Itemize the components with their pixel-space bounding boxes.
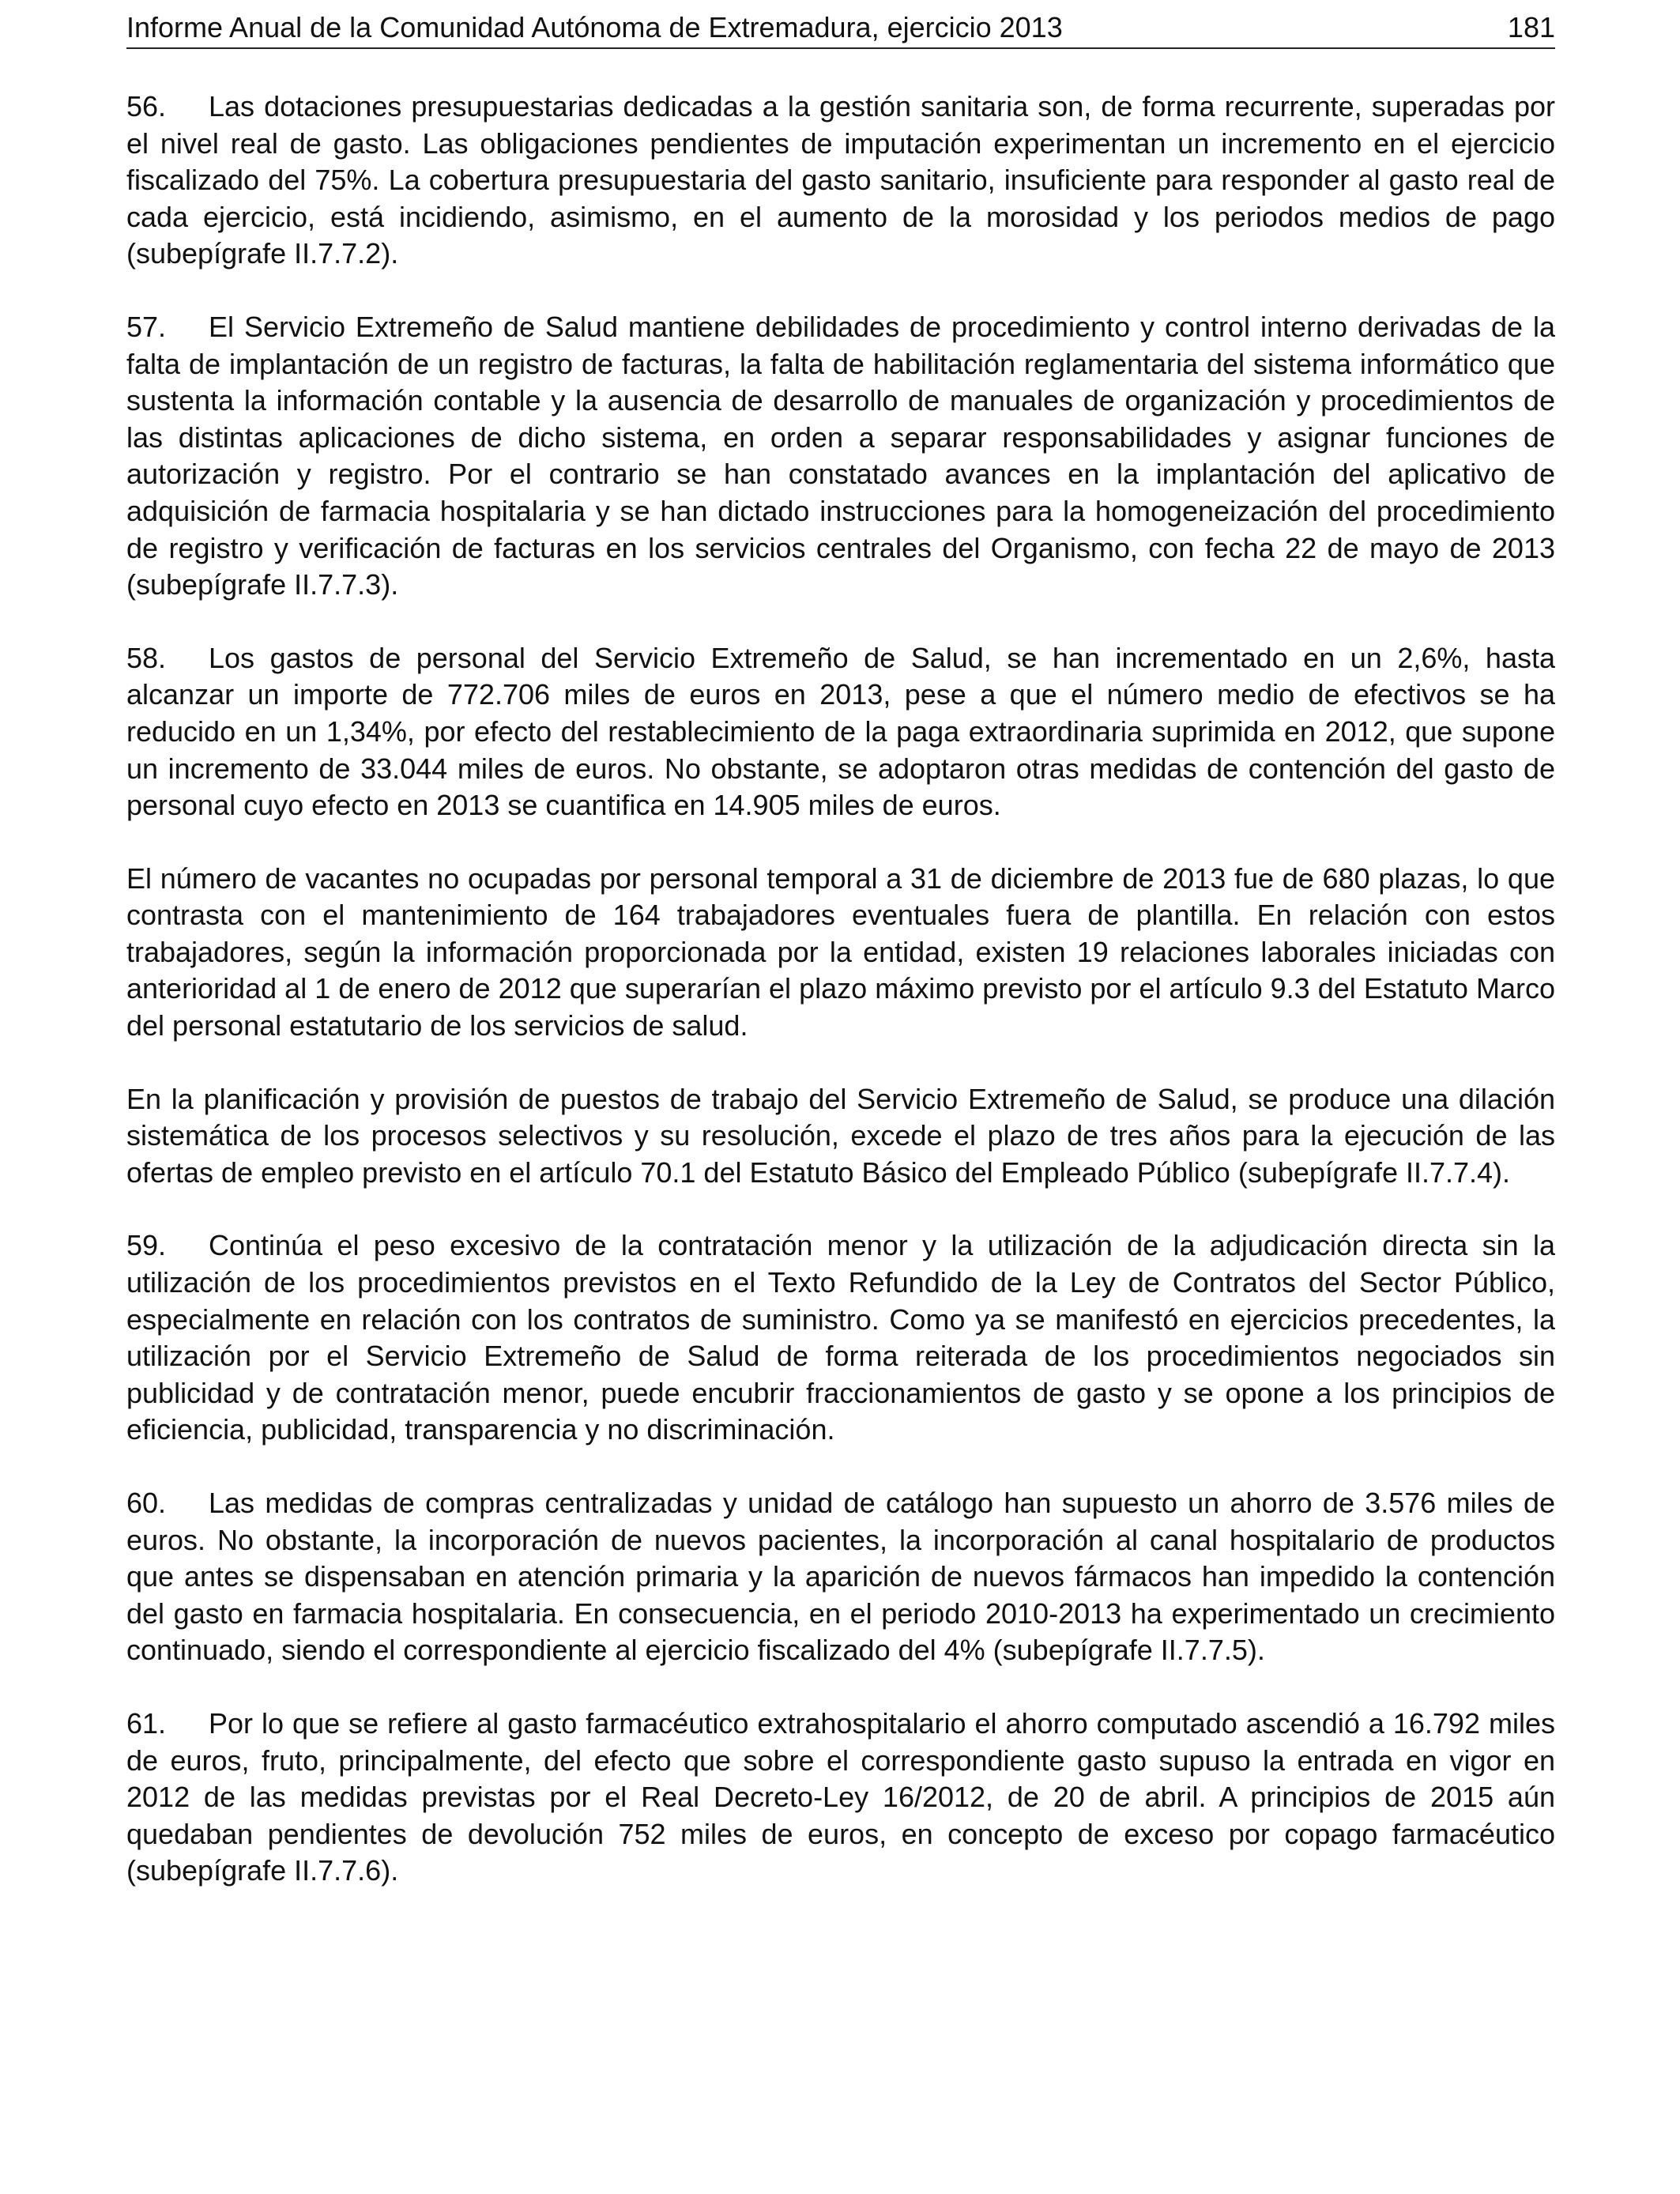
paragraph-57: [126, 309, 1555, 604]
paragraph-58-vacancies: [126, 861, 1555, 1045]
paragraph-61: [126, 1706, 1555, 1890]
page-header: [126, 8, 1555, 49]
paragraph-text: Las dotaciones presupuestarias dedicadas a la gestión sanitaria son, de forma recurrente, superadas por el nivel real de gasto. Las obligaciones pendientes de imputación experimentan un incremento en el ejercicio fiscalizado del 75%. La cobertura presupuestaria del gasto sanitario, insuficiente para responder al gasto real de cada ejercicio, está incidiendo, asimismo, en el aumento de la morosidad y los periodos medios de pago (subepígrafe II.7.7.2).: [126, 90, 1555, 270]
paragraph-58: [126, 640, 1555, 824]
paragraph-text: Por lo que se refiere al gasto farmacéutico extrahospitalario el ahorro computado ascendió a 16.792 miles de euros, fruto, principalmente, del efecto que sobre el correspondiente gasto supuso la entrada en vigor en 2012 de las medidas previstas por el Real Decreto-Ley 16/2012, de 20 de abril. A principios de 2015 aún quedaban pendientes de devolución 752 miles de euros, en concepto de exceso por copago farmacéutico (subepígrafe II.7.7.6).: [126, 1706, 1555, 1887]
paragraph-number: 61.: [126, 1706, 167, 1740]
paragraph-number: 58.: [126, 641, 167, 674]
paragraph-text: Las medidas de compras centralizadas y unidad de catálogo han supuesto un ahorro de 3.576 miles de euros. No obstante, la incorporación de nuevos pacientes, la incorporación al canal hospitalario de productos que antes se dispensaban en atención primaria y la aparición de nuevos fármacos han impedido la contención del gasto en farmacia hospitalaria. En consecuencia, en el periodo 2010-2013 ha experimentado un crecimiento continuado, siendo el correspondiente al ejercicio fiscalizado del 4% (subepígrafe II.7.7.5).: [126, 1487, 1555, 1667]
paragraph-number: 56.: [126, 90, 167, 123]
paragraph-number: 59.: [126, 1229, 167, 1262]
document-body: [126, 89, 1555, 1890]
paragraph-text: El número de vacantes no ocupadas por personal temporal a 31 de diciembre de 2013 fue de 680 plazas, lo que contrasta con el mantenimiento de 164 trabajadores eventuales fuera de plantilla. En relación con estos trabajadores, según la información proporcionada por la entidad, existen 19 relaciones laborales iniciadas con anterioridad al 1 de enero de 2012 que superarían el plazo máximo previsto por el artículo 9.3 del Estatuto Marco del personal estatutario de los servicios de salud.: [126, 861, 1555, 1042]
paragraph-text: El Servicio Extremeño de Salud mantiene debilidades de procedimiento y control interno derivadas de la falta de implantación de un registro de facturas, la falta de habilitación reglamentaria del sistema informático que sustenta la información contable y la ausencia de desarrollo de manuales de organización y procedimientos de las distintas aplicaciones de dicho sistema, en orden a separar responsabilidades y asignar funciones de autorización y registro. Por el contrario se han constatado avances en la implantación del aplicativo de adquisición de farmacia hospitalaria y se han dictado instrucciones para la homogeneización del procedimiento de registro y verificación de facturas en los servicios centrales del Organismo, con fecha 22 de mayo de 2013 (subepígrafe II.7.7.3).: [126, 310, 1555, 601]
paragraph-58-planning: [126, 1081, 1555, 1192]
page-number: 181: [1507, 11, 1555, 43]
paragraph-text: Los gastos de personal del Servicio Extremeño de Salud, se han incrementado en un 2,6%, hasta alcanzar un importe de 772.706 miles de euros en 2013, pese a que el número medio de efectivos se ha reducido en un 1,34%, por efecto del restablecimiento de la paga extraordinaria suprimida en 2012, que supone un incremento de 33.044 miles de euros. No obstante, se adoptaron otras medidas de contención del gasto de personal cuyo efecto en 2013 se cuantifica en 14.905 miles de euros.: [126, 641, 1555, 822]
paragraph-60: [126, 1485, 1555, 1669]
header-title: Informe Anual de la Comunidad Autónoma de Extremadura, ejercicio 2013: [126, 11, 1063, 43]
paragraph-number: 60.: [126, 1487, 167, 1519]
paragraph-number: 57.: [126, 310, 167, 343]
paragraph-56: [126, 89, 1555, 273]
paragraph-59: [126, 1227, 1555, 1449]
paragraph-text: En la planificación y provisión de puestos de trabajo del Servicio Extremeño de Salud, se produce una dilación sistemática de los procesos selectivos y su resolución, excede el plazo de tres años para la ejecución de las ofertas de empleo previsto en el artículo 70.1 del Estatuto Básico del Empleado Público (subepígrafe II.7.7.4).: [126, 1082, 1555, 1189]
paragraph-text: Continúa el peso excesivo de la contratación menor y la utilización de la adjudicación directa sin la utilización de los procedimientos previstos en el Texto Refundido de la Ley de Contratos del Sector Público, especialmente en relación con los contratos de suministro. Como ya se manifestó en ejercicios precedentes, la utilización por el Servicio Extremeño de Salud de forma reiterada de los procedimientos negociados sin publicidad y de contratación menor, puede encubrir fraccionamientos de gasto y se opone a los principios de eficiencia, publicidad, transparencia y no discriminación.: [126, 1229, 1555, 1446]
